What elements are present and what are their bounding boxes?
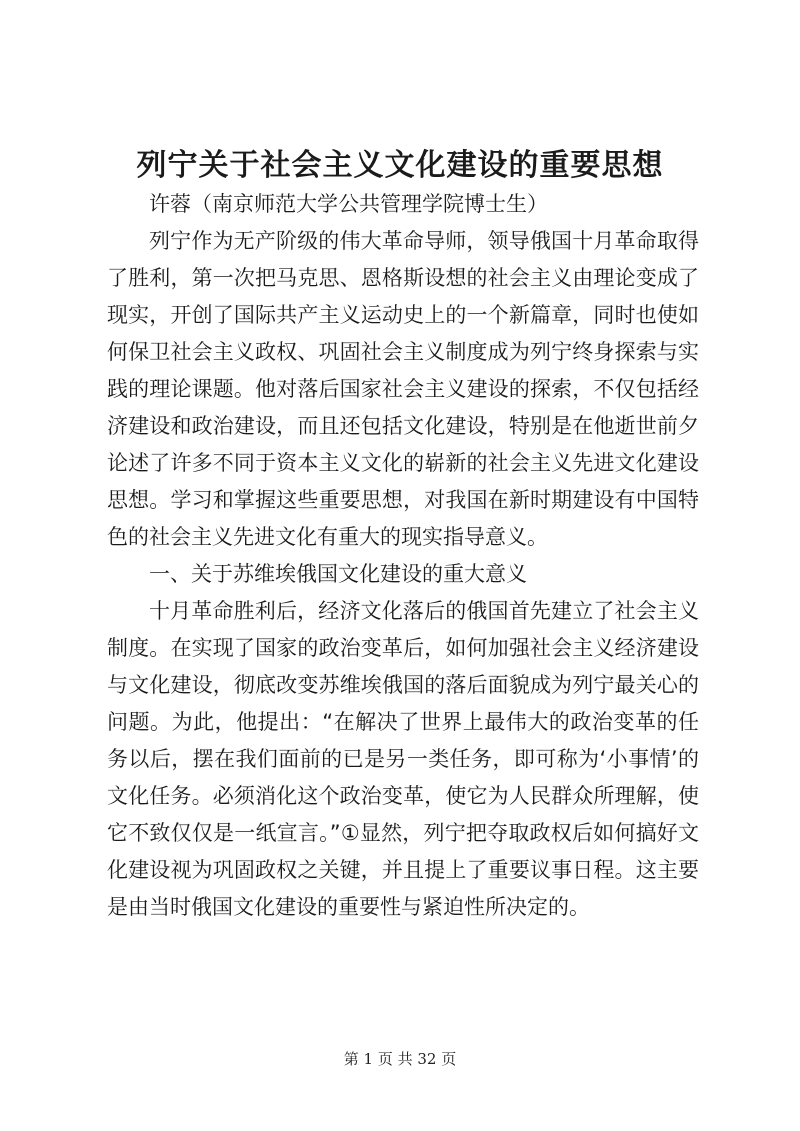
document-title: 列宁关于社会主义文化建设的重要思想 <box>136 148 664 183</box>
document-body <box>107 186 699 926</box>
paragraph-intro: 列宁作为无产阶级的伟大革命导师，领导俄国十月革命取得了胜利，第一次把马克思、恩格斯设想的社会主义由理论变成了现实，开创了国际共产主义运动史上的一个新篇章，同时也使如何保卫社会主义政权、巩固社会主义制度成为列宁终身探索与实践的理论课题。他对落后国家社会主义建设的探索，不仅包括经济建设和政治建设，而且还包括文化建设，特别是在他逝世前夕论述了许多不同于资本主义文化的崭新的社会主义先进文化建设思想。学习和掌握这些重要思想，对我国在新时期建设有中国特色的社会主义先进文化有重大的现实指导意义。 <box>107 229 699 549</box>
section-heading: 一、关于苏维埃俄国文化建设的重大意义 <box>149 562 527 586</box>
page-number-footer: 第 1 页 共 32 页 <box>343 1050 457 1068</box>
author-line: 许蓉（南京师范大学公共管理学院博士生） <box>149 192 548 216</box>
paragraph-section-1: 十月革命胜利后，经济文化落后的俄国首先建立了社会主义制度。在实现了国家的政治变革后，如何加强社会主义经济建设与文化建设，彻底改变苏维埃俄国的落后面貌成为列宁最关心的问题。为此，他提出：“在解决了世界上最伟大的政治变革的任务以后，摆在我们面前的已是另一类任务，即可称为‘小事情’的文化任务。必须消化这个政治变革，使它为人民群众所理解，使它不致仅仅是一纸宣言。”①显然，列宁把夺取政权后如何搞好文化建设视为巩固政权之关键，并且提上了重要议事日程。这主要是由当时俄国文化建设的重要性与紧迫性所决定的。 <box>107 599 699 919</box>
